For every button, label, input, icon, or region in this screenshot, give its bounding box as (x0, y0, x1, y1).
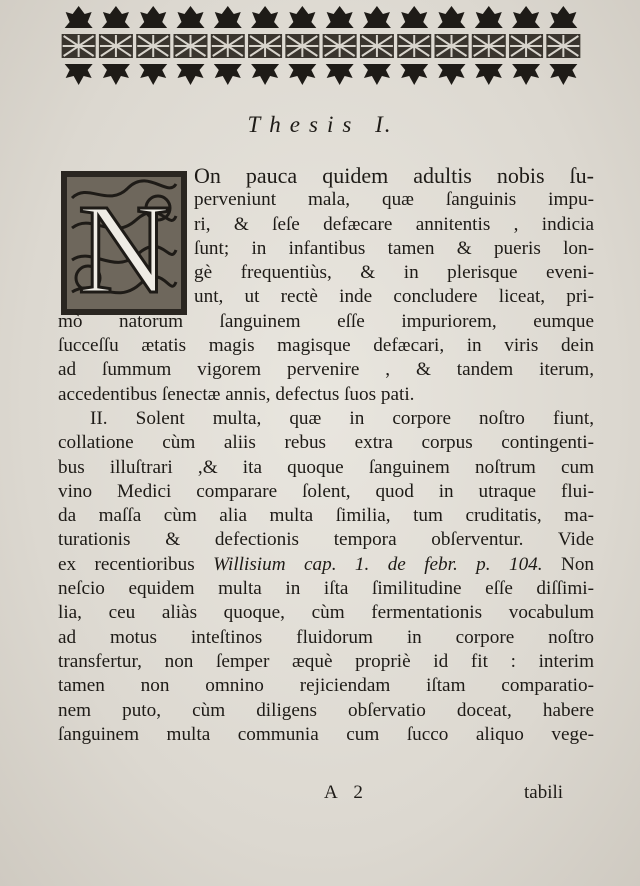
ornament-unit (360, 6, 394, 85)
text-line: tamen non omnino rejiciendam iſtam comparatio- (58, 675, 594, 697)
text-line: unt, ut rectè inde concludere liceat, pri- (194, 286, 594, 308)
text-line: ri, & ſeſe defæcare annitentis , indicia (194, 213, 594, 235)
text-line: bus illuſtrari ,& ita quoque ſanguinem noſtrum cum (58, 456, 594, 478)
heading-word: Thesis (247, 112, 361, 137)
ornament-unit (472, 6, 506, 85)
text-line: turationis & defectionis tempora obſerventur. Vide (58, 529, 594, 551)
ornament-unit (99, 6, 133, 85)
text-line: ad motus inteſtinos fluidorum in corpore noſtro (58, 626, 594, 648)
heading-number: I. (375, 112, 393, 137)
text-line: ex recentioribus Willisium cap. 1. de febr. p. 104. Non (58, 553, 595, 575)
body-text (58, 164, 594, 747)
ornament-unit (435, 6, 469, 85)
text-line: ſucceſſu ætatis magis magisque defæcari, in viris dein (58, 335, 594, 357)
thesis-heading (0, 112, 640, 138)
ornament-unit (546, 6, 580, 85)
signature-mark: A 2 (324, 782, 369, 803)
text-line: neſcio equidem multa in iſta ſimilitudine eſſe diſſimi- (58, 578, 594, 600)
text-line: nem puto, cùm diligens obſervatio doceat, habere (58, 699, 594, 721)
ornament-unit (136, 6, 170, 85)
page-footer (0, 780, 640, 810)
text-line: II. Solent multa, quæ in corpore noſtro fiunt, (90, 407, 594, 429)
ornament-unit (211, 6, 245, 85)
ornament-unit (285, 6, 319, 85)
text-line: ſunt; in infantibus tamen & pueris lon- (194, 237, 594, 259)
text-line: collatione cùm aliis rebus extra corpus contingenti- (58, 432, 594, 454)
ornamental-header-band (60, 2, 582, 88)
text-line: mò natorum ſanguinem eſſe impuriorem, eumque (58, 310, 594, 332)
ornament-unit (509, 6, 543, 85)
initial-letter: N (77, 178, 171, 318)
text-line: da maſſa cùm alia multa ſimilia, tum cruditatis, ma- (58, 505, 594, 527)
text-line: transfertur, non ſemper æquè propriè id fit : interim (58, 650, 594, 672)
text-line: accedentibus ſenectæ annis, defectus ſuos pati. (58, 383, 415, 405)
ornament-unit (323, 6, 357, 85)
text-line: vino Medici comparare ſolent, quod in utraque flui- (58, 480, 594, 502)
catchword: tabili (524, 782, 564, 803)
text-line: ſanguinem multa communia cum ſucco aliquo vege- (58, 723, 594, 745)
text-line: ad ſummum vigorem pervenire , & tandem iterum, (58, 359, 594, 381)
text-line: On pauca quidem adultis nobis ſu- (194, 163, 594, 188)
ornament-unit (397, 6, 431, 85)
text-line: perveniunt mala, quæ ſanguinis impu- (194, 189, 594, 211)
ornament-unit (248, 6, 282, 85)
ornament-unit (62, 6, 96, 85)
text-line: lia, ceu aliàs quoque, cùm fermentationis vocabulum (58, 602, 594, 624)
text-line: gè frequentiùs, & in plerisque eveni- (194, 262, 594, 284)
ornament-unit (174, 6, 208, 85)
